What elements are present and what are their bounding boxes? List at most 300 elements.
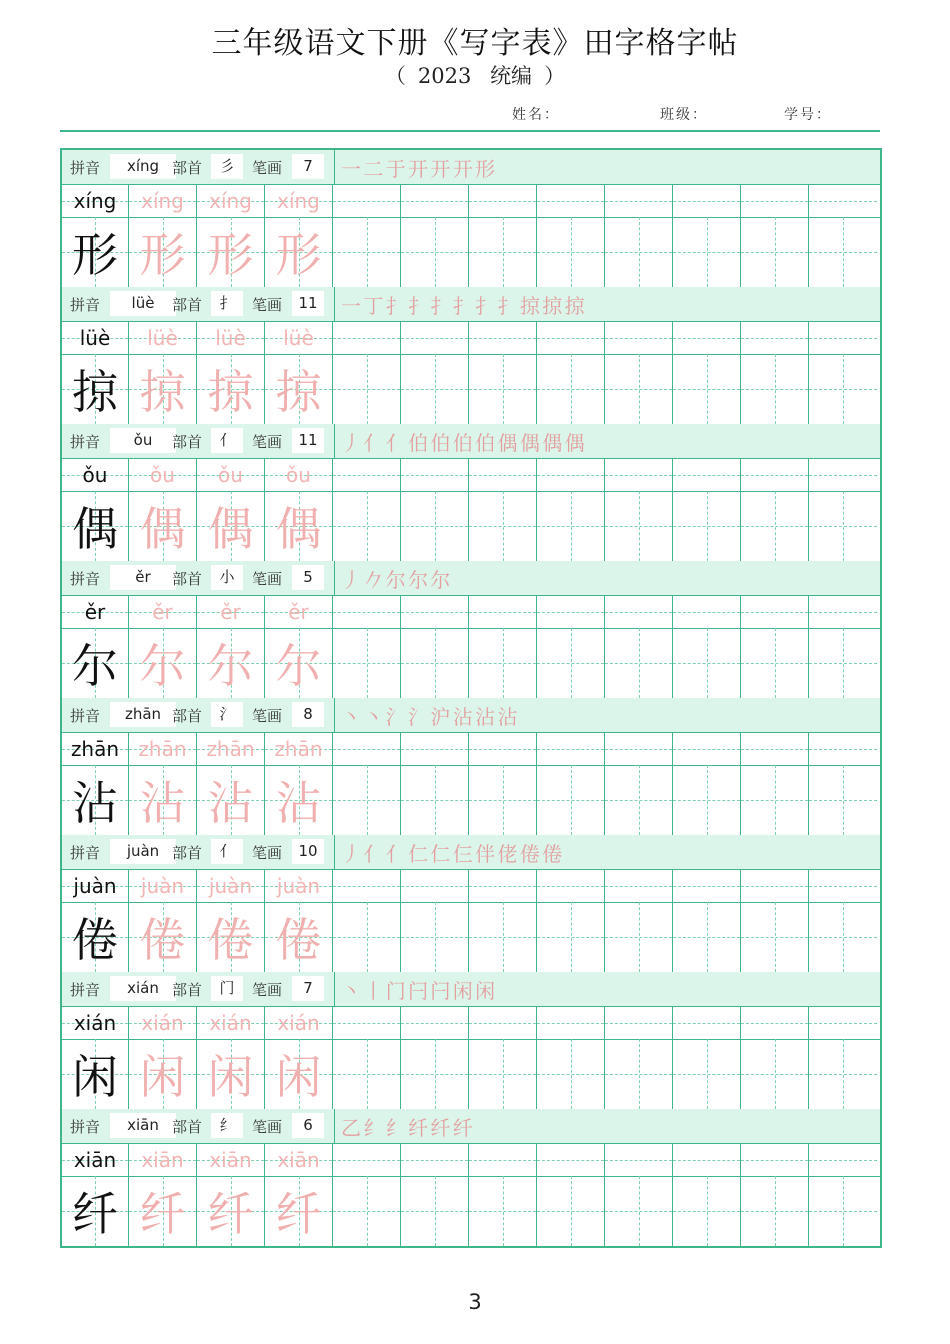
trace-character	[197, 902, 265, 972]
practice-cell[interactable]	[605, 217, 673, 287]
practice-cell[interactable]	[809, 1176, 877, 1246]
practice-cell[interactable]	[673, 321, 741, 354]
practice-cell[interactable]	[333, 491, 401, 561]
stroke-order	[334, 561, 887, 595]
practice-cell[interactable]	[333, 1039, 401, 1109]
character-text: 闲	[72, 1050, 118, 1104]
character-text: 沾	[275, 776, 322, 830]
pinyin-text: xíng	[73, 188, 117, 213]
practice-cell[interactable]	[333, 321, 401, 354]
practice-cell[interactable]	[673, 491, 741, 561]
pinyin-text: juàn	[73, 873, 117, 898]
stroke-order	[334, 424, 887, 458]
stroke-count-value: 6	[292, 1113, 324, 1138]
pinyin-value: zhān	[110, 702, 176, 727]
practice-cell[interactable]	[537, 354, 605, 424]
trace-pinyin	[265, 321, 333, 354]
sample-pinyin	[62, 595, 129, 628]
character-block	[62, 698, 880, 835]
pinyin-text: xíng	[141, 188, 184, 213]
character-text: 掠	[72, 365, 118, 419]
trace-character	[129, 491, 197, 561]
pinyin-label: 拼音	[70, 844, 101, 862]
radical-value: 氵	[211, 702, 243, 727]
practice-cell[interactable]	[333, 1176, 401, 1246]
practice-cell[interactable]	[333, 354, 401, 424]
practice-cell[interactable]	[741, 902, 809, 972]
strokes-label: 笔画	[252, 1118, 283, 1136]
practice-cell[interactable]	[469, 458, 537, 491]
practice-cell[interactable]	[469, 628, 537, 698]
practice-cell[interactable]	[401, 1006, 469, 1039]
practice-cell[interactable]	[333, 628, 401, 698]
practice-cell[interactable]	[809, 902, 877, 972]
radical-value: 扌	[211, 291, 243, 316]
practice-cell[interactable]	[401, 321, 469, 354]
trace-pinyin	[197, 732, 265, 765]
pinyin-label: 拼音	[70, 570, 101, 588]
practice-cell[interactable]	[673, 902, 741, 972]
practice-cell[interactable]	[537, 458, 605, 491]
trace-pinyin	[265, 458, 333, 491]
practice-cell[interactable]	[333, 1006, 401, 1039]
pinyin-text: xiān	[73, 1147, 117, 1172]
pinyin-text: xián	[277, 1010, 320, 1035]
pinyin-text: xián	[141, 1010, 184, 1035]
character-block	[62, 1109, 880, 1246]
practice-cell[interactable]	[537, 1176, 605, 1246]
practice-cell[interactable]	[537, 1143, 605, 1176]
practice-cell[interactable]	[401, 595, 469, 628]
radical-label: 部首	[172, 844, 203, 862]
sample-character	[62, 902, 129, 972]
practice-cell[interactable]	[673, 458, 741, 491]
practice-cell[interactable]	[605, 1176, 673, 1246]
practice-cell[interactable]	[605, 1006, 673, 1039]
pinyin-value: ěr	[110, 565, 176, 590]
practice-cell[interactable]	[469, 765, 537, 835]
practice-cell[interactable]	[809, 321, 877, 354]
sample-character	[62, 1176, 129, 1246]
character-text: 偶	[207, 502, 254, 556]
practice-cell[interactable]	[809, 869, 877, 902]
practice-cell[interactable]	[401, 869, 469, 902]
subtitle-close: ）	[544, 64, 566, 88]
practice-cell[interactable]	[469, 902, 537, 972]
stroke-count-value: 8	[292, 702, 324, 727]
character-block	[62, 424, 880, 561]
pinyin-text: lüè	[215, 325, 246, 350]
pinyin-text: zhān	[206, 736, 255, 761]
pinyin-label: 拼音	[70, 296, 101, 314]
practice-cell[interactable]	[537, 217, 605, 287]
trace-pinyin	[129, 1143, 197, 1176]
pinyin-text: zhān	[274, 736, 323, 761]
sample-character	[62, 491, 129, 561]
practice-cell[interactable]	[605, 491, 673, 561]
stroke-order	[334, 1109, 887, 1143]
character-text: 纤	[207, 1187, 254, 1241]
practice-cell[interactable]	[605, 869, 673, 902]
practice-cell[interactable]	[673, 217, 741, 287]
practice-cell[interactable]	[809, 1006, 877, 1039]
pinyin-text: zhān	[138, 736, 187, 761]
trace-pinyin	[197, 869, 265, 902]
practice-cell[interactable]	[469, 1176, 537, 1246]
radical-label: 部首	[172, 1118, 203, 1136]
character-block	[62, 835, 880, 972]
character-text: 尔	[207, 639, 254, 693]
stroke-order-sequence: 丶 丶 氵 氵 沪 沾 沾 沾	[341, 704, 516, 729]
character-text: 掠	[207, 365, 254, 419]
pinyin-text: ěr	[152, 599, 173, 624]
practice-cell[interactable]	[537, 765, 605, 835]
practice-cell[interactable]	[537, 491, 605, 561]
practice-cell[interactable]	[809, 732, 877, 765]
practice-cell[interactable]	[673, 732, 741, 765]
practice-cell[interactable]	[741, 1006, 809, 1039]
practice-cell[interactable]	[741, 354, 809, 424]
trace-pinyin	[197, 184, 265, 217]
practice-cell[interactable]	[605, 184, 673, 217]
info-band	[62, 1109, 880, 1144]
practice-cell[interactable]	[673, 354, 741, 424]
sample-pinyin	[62, 321, 129, 354]
header-rule	[60, 130, 880, 132]
strokes-label: 笔画	[252, 433, 283, 451]
practice-cell[interactable]	[469, 491, 537, 561]
practice-cell[interactable]	[401, 1143, 469, 1176]
character-text: 纤	[275, 1187, 322, 1241]
practice-cell[interactable]	[537, 1039, 605, 1109]
sample-pinyin	[62, 184, 129, 217]
practice-cell[interactable]	[605, 458, 673, 491]
practice-cell[interactable]	[605, 628, 673, 698]
sample-character	[62, 1039, 129, 1109]
practice-cell[interactable]	[401, 765, 469, 835]
stroke-order	[334, 150, 887, 184]
trace-pinyin	[129, 869, 197, 902]
practice-cell[interactable]	[401, 732, 469, 765]
trace-character	[265, 902, 333, 972]
practice-cell[interactable]	[537, 595, 605, 628]
character-text: 闲	[275, 1050, 322, 1104]
character-block	[62, 972, 880, 1109]
sample-character	[62, 217, 129, 287]
character-text: 沾	[207, 776, 254, 830]
pinyin-row	[62, 595, 880, 629]
trace-pinyin	[197, 595, 265, 628]
pinyin-row	[62, 321, 880, 355]
trace-pinyin	[265, 184, 333, 217]
character-text: 倦	[207, 913, 254, 967]
trace-character	[129, 1176, 197, 1246]
subtitle-edition: 统编	[490, 64, 533, 88]
trace-pinyin	[265, 732, 333, 765]
practice-cell[interactable]	[741, 628, 809, 698]
practice-cell[interactable]	[809, 765, 877, 835]
stroke-order-sequence: 丿 𠂊 尔 尔 尔	[341, 567, 449, 592]
practice-cell[interactable]	[741, 491, 809, 561]
trace-character	[197, 354, 265, 424]
trace-character	[265, 1176, 333, 1246]
stroke-order	[334, 287, 887, 321]
trace-pinyin	[129, 1006, 197, 1039]
practice-cell[interactable]	[469, 321, 537, 354]
pinyin-text: ǒu	[82, 462, 108, 487]
trace-character	[265, 354, 333, 424]
trace-character	[129, 765, 197, 835]
practice-cell[interactable]	[809, 217, 877, 287]
practice-cell[interactable]	[333, 869, 401, 902]
practice-cell[interactable]	[673, 1039, 741, 1109]
character-text: 倦	[139, 913, 186, 967]
practice-cell[interactable]	[809, 595, 877, 628]
sample-character	[62, 628, 129, 698]
pinyin-text: ěr	[220, 599, 241, 624]
character-text: 纤	[72, 1187, 118, 1241]
trace-character	[265, 628, 333, 698]
practice-cell[interactable]	[537, 184, 605, 217]
number-label: 学号：	[784, 107, 832, 123]
pinyin-text: xián	[73, 1010, 117, 1035]
trace-pinyin	[265, 869, 333, 902]
practice-cell[interactable]	[741, 321, 809, 354]
practice-cell[interactable]	[333, 595, 401, 628]
practice-cell[interactable]	[605, 321, 673, 354]
practice-cell[interactable]	[741, 765, 809, 835]
practice-cell[interactable]	[673, 765, 741, 835]
pinyin-row	[62, 458, 880, 492]
pinyin-text: ǒu	[286, 462, 311, 487]
pinyin-value: juàn	[110, 839, 176, 864]
practice-sheet	[60, 148, 882, 1248]
practice-cell[interactable]	[741, 1039, 809, 1109]
radical-label: 部首	[172, 296, 203, 314]
page-subtitle	[0, 60, 950, 90]
character-row	[62, 765, 880, 836]
practice-cell[interactable]	[469, 595, 537, 628]
character-text: 尔	[275, 639, 322, 693]
pinyin-row	[62, 869, 880, 903]
practice-cell[interactable]	[809, 184, 877, 217]
practice-cell[interactable]	[809, 491, 877, 561]
practice-cell[interactable]	[741, 732, 809, 765]
character-row	[62, 902, 880, 973]
practice-cell[interactable]	[809, 1039, 877, 1109]
trace-character	[197, 491, 265, 561]
radical-label: 部首	[172, 707, 203, 725]
stroke-order-sequence: 一 丁 扌 扌 扌 扌 扌 扌 掠 掠 掠	[341, 293, 583, 318]
practice-cell[interactable]	[401, 628, 469, 698]
pinyin-text: juàn	[208, 873, 253, 898]
practice-cell[interactable]	[605, 1039, 673, 1109]
practice-cell[interactable]	[673, 595, 741, 628]
practice-cell[interactable]	[401, 1039, 469, 1109]
pinyin-text: xiān	[141, 1147, 184, 1172]
practice-cell[interactable]	[605, 1143, 673, 1176]
character-text: 尔	[72, 639, 118, 693]
character-text: 闲	[207, 1050, 254, 1104]
trace-pinyin	[197, 1006, 265, 1039]
character-block	[62, 150, 880, 287]
practice-cell[interactable]	[401, 354, 469, 424]
stroke-order	[334, 972, 887, 1006]
character-block	[62, 287, 880, 424]
practice-cell[interactable]	[741, 869, 809, 902]
practice-cell[interactable]	[605, 902, 673, 972]
page-number: 3	[468, 1290, 482, 1314]
strokes-label: 笔画	[252, 981, 283, 999]
character-text: 偶	[139, 502, 186, 556]
radical-value: 亻	[211, 839, 243, 864]
trace-pinyin	[129, 184, 197, 217]
practice-cell[interactable]	[741, 595, 809, 628]
trace-character	[265, 1039, 333, 1109]
character-text: 纤	[139, 1187, 186, 1241]
stroke-count-value: 10	[292, 839, 324, 864]
character-text: 倦	[72, 913, 118, 967]
pinyin-text: juàn	[140, 873, 185, 898]
character-row	[62, 491, 880, 562]
practice-cell[interactable]	[401, 217, 469, 287]
practice-cell[interactable]	[469, 1006, 537, 1039]
character-row	[62, 354, 880, 425]
trace-character	[265, 765, 333, 835]
practice-cell[interactable]	[401, 1176, 469, 1246]
practice-cell[interactable]	[537, 321, 605, 354]
character-row	[62, 1176, 880, 1246]
strokes-label: 笔画	[252, 844, 283, 862]
practice-cell[interactable]	[333, 902, 401, 972]
character-text: 掠	[275, 365, 322, 419]
pinyin-text: xiān	[277, 1147, 320, 1172]
practice-cell[interactable]	[673, 628, 741, 698]
practice-cell[interactable]	[333, 217, 401, 287]
practice-cell[interactable]	[401, 184, 469, 217]
practice-cell[interactable]	[333, 732, 401, 765]
pinyin-value: xiān	[110, 1113, 176, 1138]
practice-cell[interactable]	[401, 491, 469, 561]
practice-cell[interactable]	[469, 1143, 537, 1176]
trace-pinyin	[197, 321, 265, 354]
practice-cell[interactable]	[809, 1143, 877, 1176]
practice-cell[interactable]	[673, 1143, 741, 1176]
trace-character	[129, 354, 197, 424]
practice-cell[interactable]	[469, 732, 537, 765]
practice-cell[interactable]	[809, 354, 877, 424]
stroke-count-value: 7	[292, 154, 324, 179]
pinyin-label: 拼音	[70, 1118, 101, 1136]
strokes-label: 笔画	[252, 707, 283, 725]
practice-cell[interactable]	[537, 732, 605, 765]
stroke-count-value: 7	[292, 976, 324, 1001]
character-text: 偶	[72, 502, 118, 556]
pinyin-value: xíng	[110, 154, 176, 179]
practice-cell[interactable]	[673, 1006, 741, 1039]
practice-cell[interactable]	[333, 765, 401, 835]
sample-pinyin	[62, 869, 129, 902]
radical-label: 部首	[172, 570, 203, 588]
practice-cell[interactable]	[537, 902, 605, 972]
practice-cell[interactable]	[469, 1039, 537, 1109]
practice-cell[interactable]	[469, 869, 537, 902]
subtitle-year: 2023	[417, 64, 472, 88]
character-text: 倦	[275, 913, 322, 967]
practice-cell[interactable]	[537, 1006, 605, 1039]
pinyin-label: 拼音	[70, 707, 101, 725]
practice-cell[interactable]	[605, 595, 673, 628]
sample-pinyin	[62, 732, 129, 765]
practice-cell[interactable]	[741, 184, 809, 217]
pinyin-label: 拼音	[70, 981, 101, 999]
practice-cell[interactable]	[401, 902, 469, 972]
practice-cell[interactable]	[469, 354, 537, 424]
pinyin-row	[62, 1006, 880, 1040]
character-text: 形	[207, 228, 254, 282]
trace-character	[197, 765, 265, 835]
trace-character	[129, 1039, 197, 1109]
character-block	[62, 561, 880, 698]
practice-cell[interactable]	[537, 628, 605, 698]
trace-pinyin	[129, 732, 197, 765]
pinyin-text: xíng	[277, 188, 320, 213]
practice-cell[interactable]	[333, 458, 401, 491]
practice-cell[interactable]	[809, 458, 877, 491]
sample-character	[62, 354, 129, 424]
pinyin-label: 拼音	[70, 159, 101, 177]
trace-character	[197, 1176, 265, 1246]
info-band	[62, 835, 880, 870]
pinyin-text: ǒu	[218, 462, 243, 487]
practice-cell[interactable]	[605, 765, 673, 835]
pinyin-text: lüè	[147, 325, 178, 350]
practice-cell[interactable]	[673, 184, 741, 217]
practice-cell[interactable]	[741, 1176, 809, 1246]
stroke-order-sequence: 一 二 于 开 开 开 形	[341, 156, 494, 181]
practice-cell[interactable]	[469, 217, 537, 287]
practice-cell[interactable]	[469, 184, 537, 217]
pinyin-row	[62, 1143, 880, 1177]
practice-cell[interactable]	[605, 732, 673, 765]
practice-cell[interactable]	[333, 184, 401, 217]
radical-value: 小	[211, 565, 243, 590]
practice-cell[interactable]	[809, 628, 877, 698]
subtitle-open: （	[384, 64, 406, 88]
pinyin-value: ǒu	[110, 428, 176, 453]
practice-cell[interactable]	[605, 354, 673, 424]
practice-cell[interactable]	[673, 869, 741, 902]
pinyin-text: ěr	[84, 599, 106, 624]
stroke-count-value: 11	[292, 291, 324, 316]
radical-value: 纟	[211, 1113, 243, 1138]
practice-cell[interactable]	[673, 1176, 741, 1246]
practice-cell[interactable]	[537, 869, 605, 902]
trace-pinyin	[197, 1143, 265, 1176]
character-text: 形	[72, 228, 118, 282]
stroke-order	[334, 835, 887, 869]
trace-pinyin	[197, 458, 265, 491]
practice-cell[interactable]	[741, 1143, 809, 1176]
trace-pinyin	[129, 321, 197, 354]
pinyin-text: ǒu	[150, 462, 175, 487]
practice-cell[interactable]	[741, 217, 809, 287]
radical-value: 彡	[211, 154, 243, 179]
practice-cell[interactable]	[333, 1143, 401, 1176]
practice-cell[interactable]	[401, 458, 469, 491]
character-text: 形	[139, 228, 186, 282]
practice-cell[interactable]	[741, 458, 809, 491]
